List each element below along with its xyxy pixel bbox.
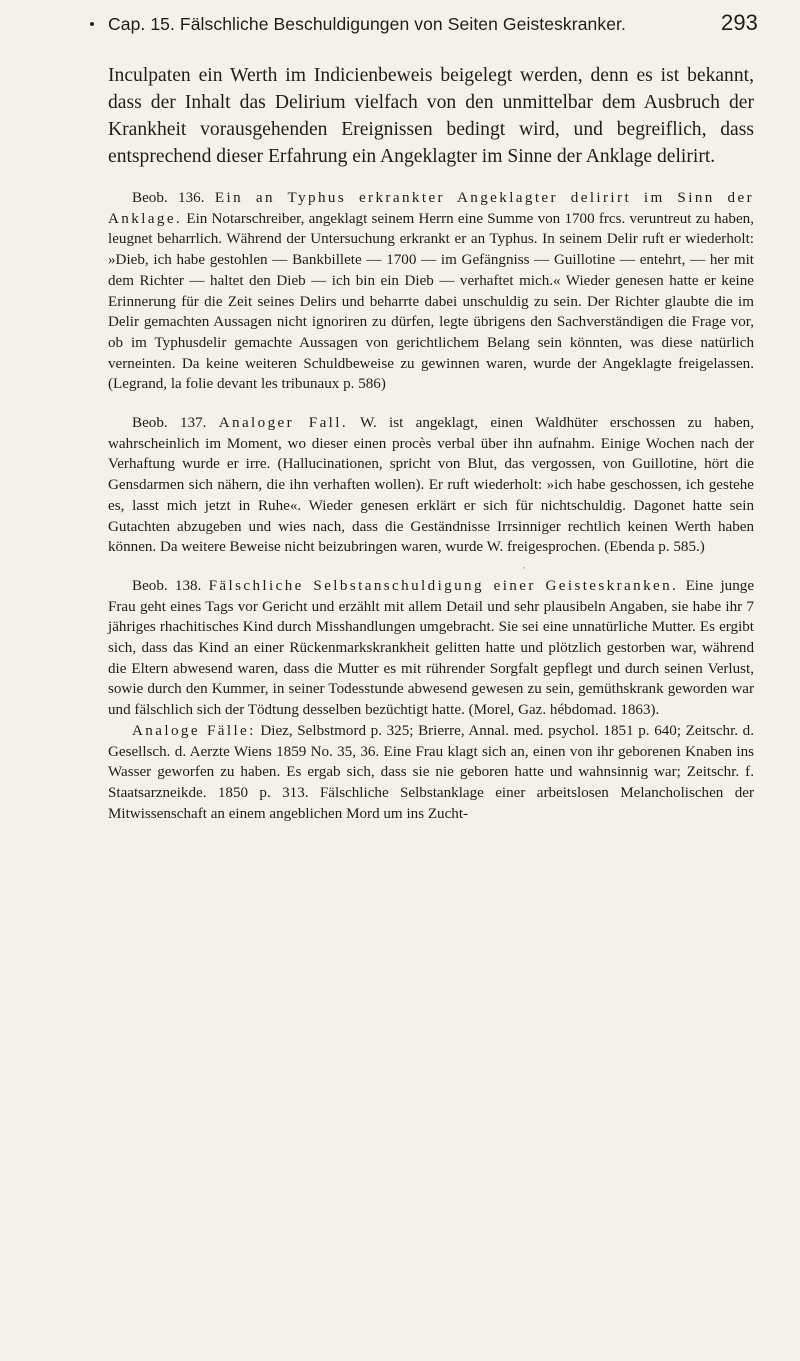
observation-136 (108, 188, 754, 395)
observation-138 (108, 576, 754, 721)
observation-heading: Fälschliche Selbstanschuldigung einer Geisteskranken. (208, 577, 679, 594)
main-text (108, 62, 754, 824)
observation-heading: Analoger Fall. (218, 415, 349, 432)
running-head (90, 10, 758, 44)
chapter-title: Cap. 15. Fälschliche Beschuldigungen von Seiten Geisteskranker. (108, 14, 626, 34)
observation-137 (108, 413, 754, 558)
observation-heading: Ein an Typhus erkrankter Angeklagter delirirt im Sinn der Anklage. (108, 190, 755, 227)
analogous-cases (108, 721, 754, 825)
analogous-cases-heading: Analoge Fälle: (132, 722, 256, 739)
observation-label: Beob. 137. (132, 415, 207, 432)
page-number: 293 (720, 10, 758, 35)
stray-print-mark: ‚ (523, 560, 526, 571)
observation-label: Beob. 138. (132, 577, 202, 594)
observation-text: Ein Notarschreiber, angeklagt seinem Herrn eine Summe von 1700 frcs. veruntreut zu haben, leugnet beharrlich. Während der Untersuchung erkrankt er an Typhus. In seinem Delir ruft er wiederholt: »Dieb, ich habe gestohlen — Bankbillete — 1700 — im Gefängniss — Guillotine — entehrt, — her mit dem Richter — haltet den Dieb — ich bin ein Dieb — verhaftet mich.« Wieder genesen hatte er keine Erinnerung für die Zeit seines Delirs und beharrte dabei unschuldig zu sein. Der Richter glaubte die im Delir gemachten Aussagen nicht ignoriren zu dürfen, legte übrigens den Sachverständigen die Frage vor, ob im Typhusdelir gemachte Aussagen von gerichtlichem Belang sein könnten, was diese natürlich verneinten. Da keine weiteren Schuldbeweise zu gewinnen waren, wurde der Angeklagte freigelassen. (Legrand, la folie devant les tribunaux p. 586) (108, 210, 754, 393)
observation-text: W. ist angeklagt, einen Waldhüter erschossen zu haben, wahrscheinlich im Moment, wo dieser einen procès verbal über ihn aufnahm. Einige Wochen nach der Verhaftung wurde er irre. (Hallucinationen, spricht von Blut, das vergossen, von Guillotine, hört die Gensdarmen sich nähern, die ihn verhaften wollen). Er ruft wiederholt: »ich habe geschossen, ich gestehe es, lasst mich jetzt in Ruhe«. Wieder genesen erklärt er sich für nichtschuldig. Dagonet hatte sein Gutachten abzugeben und wies nach, dass die Geständnisse Irrsinniger rechtlich keinen Werth haben können. Da weitere Beweise nicht beizubringen waren, wurde W. freigesprochen. (Ebenda p. 585.) (108, 415, 754, 556)
observation-label: Beob. 136. (132, 190, 205, 206)
lead-paragraph: Inculpaten ein Werth im Indicienbeweis beigelegt werden, denn es ist bekannt, dass der Inhalt das Delirium vielfach von den unmittelbar dem Ausbruch der Krankheit vorausgehenden Ereignissen bedingt wird, und begreiflich, dass entsprechend dieser Erfahrung ein Angeklagter im Sinne der Anklage delirirt. (108, 65, 754, 167)
analogous-cases-text: Diez, Selbstmord p. 325; Brierre, Annal. med. psychol. 1851 p. 640; Zeitschr. d. Gesellsch. d. Aerzte Wiens 1859 No. 35, 36. Eine Frau klagt sich an, einen von ihr geborenen Knaben ins Wasser geworfen zu haben. Es ergab sich, dass sie nie geboren hatte und wahnsinnig war; Zeitschr. f. Staatsarzneikde. 1850 p. 313. Fälschliche Selbstanklage einer arbeitslosen Melancholischen der Mitwissenschaft an einem angeblichen Mord um ins Zucht- (108, 722, 754, 822)
observation-text: Eine junge Frau geht eines Tags vor Gericht und erzählt mit allem Detail und sehr plausibeln Angaben, sie habe ihr 7 jähriges rhachitisches Kind durch Misshandlungen umgebracht. Sie sei eine unnatürliche Mutter. Es ergibt sich, dass das Kind an einer Rückenmarkskrankheit gelitten hatte und plötzlich gestorben war, während die Eltern abwesend waren, dass die Mutter es mit rührender Sorgfalt gepflegt und durch seinen Verlust, sowie durch den Kummer, in seiner Todesstunde abwesend gewesen zu sein, gemüthskrank geworden war und fälschlich sich der Tödtung desselben bezüchtigt hatte. (Morel, Gaz. hébdomad. 1863). (108, 577, 755, 719)
bullet-dot (90, 22, 94, 26)
